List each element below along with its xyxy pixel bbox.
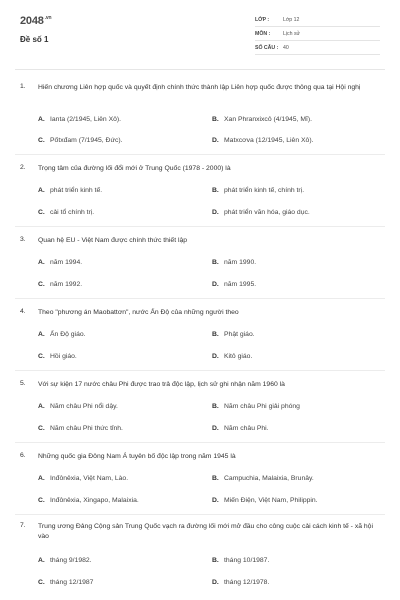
header-divider: [15, 69, 385, 70]
option-text: Inđônêxia, Xingapo, Malaixia.: [50, 497, 139, 504]
option-c[interactable]: [38, 497, 139, 504]
option-label: A.: [38, 403, 45, 410]
option-text: năm 1994.: [50, 259, 83, 266]
option-d[interactable]: [212, 281, 256, 288]
option-text: Ianta (2/1945, Liên Xô).: [50, 116, 122, 123]
option-text: tháng 12/1978.: [224, 579, 270, 586]
question-stem: Theo "phương án Maobattơn", nước Ấn Độ của những người theo: [38, 309, 239, 316]
option-label: C.: [38, 209, 45, 216]
option-label: B.: [212, 403, 219, 410]
exam-title: Đề số 1: [20, 35, 49, 44]
option-a[interactable]: [38, 259, 82, 266]
question-number: 6.: [20, 452, 26, 459]
option-label: D.: [212, 425, 219, 432]
option-b[interactable]: [212, 187, 304, 194]
option-label: C.: [38, 579, 45, 586]
option-text: Campuchia, Malaixia, Brunây.: [224, 475, 314, 482]
option-text: Pốtxđam (7/1945, Đức).: [50, 137, 123, 144]
meta-value: Lớp 12: [283, 17, 300, 23]
option-a[interactable]: [38, 187, 102, 194]
option-label: B.: [212, 475, 219, 482]
option-label: C.: [38, 281, 45, 288]
option-text: Xan Phranxixcô (4/1945, Mĩ).: [224, 116, 313, 123]
option-d[interactable]: [212, 353, 252, 360]
option-label: A.: [38, 259, 45, 266]
option-c[interactable]: [38, 137, 123, 144]
option-label: B.: [212, 331, 219, 338]
option-a[interactable]: [38, 403, 118, 410]
option-a[interactable]: [38, 475, 128, 482]
option-label: B.: [212, 259, 219, 266]
option-text: Năm châu Phi giải phóng: [224, 403, 300, 410]
meta-row-count: [255, 42, 380, 55]
option-label: C.: [38, 353, 45, 360]
option-text: năm 1992.: [50, 281, 83, 288]
option-text: Năm châu Phi thức tỉnh.: [50, 425, 123, 432]
question-number: 5.: [20, 380, 26, 387]
question-number: 7.: [20, 522, 26, 529]
option-label: C.: [38, 137, 45, 144]
question-divider: [15, 154, 385, 155]
option-label: A.: [38, 187, 45, 194]
meta-value: Lịch sử: [283, 31, 301, 37]
option-label: D.: [212, 497, 219, 504]
option-b[interactable]: [212, 116, 312, 123]
option-text: Matxcơva (12/1945, Liên Xô).: [224, 137, 314, 144]
option-text: Năm châu Phi.: [224, 425, 269, 432]
meta-row-subject: [255, 28, 380, 41]
option-text: Kitô giáo.: [224, 353, 253, 360]
option-text: Phật giáo.: [224, 331, 255, 338]
meta-key: LỚP :: [255, 17, 270, 23]
option-text: Inđônêxia, Việt Nam, Lào.: [50, 475, 129, 482]
logo-tld: .vn: [44, 15, 52, 22]
option-c[interactable]: [38, 425, 123, 432]
question-stem: Hiến chương Liên hợp quốc và quyết định chính thức thành lập Liên hợp quốc được thông qua tại Hội nghị: [38, 84, 361, 91]
option-d[interactable]: [212, 425, 269, 432]
option-b[interactable]: [212, 557, 269, 564]
option-text: Hồi giáo.: [50, 353, 77, 360]
option-text: năm 1995.: [224, 281, 257, 288]
question-stem: Quan hệ EU - Việt Nam được chính thức thiết lập: [38, 237, 188, 244]
option-label: C.: [38, 425, 45, 432]
option-label: B.: [212, 187, 219, 194]
option-b[interactable]: [212, 259, 256, 266]
question-number: 2.: [20, 164, 26, 171]
option-a[interactable]: [38, 331, 86, 338]
meta-key: MÔN :: [255, 31, 271, 37]
option-d[interactable]: [212, 209, 310, 216]
option-b[interactable]: [212, 475, 314, 482]
option-label: A.: [38, 475, 45, 482]
option-label: A.: [38, 557, 45, 564]
option-text: cải tổ chính trị.: [50, 209, 95, 216]
option-text: tháng 12/1987: [50, 579, 94, 586]
logo-text: 2048: [20, 15, 44, 27]
question-divider: [15, 370, 385, 371]
option-text: phát triển kinh tế.: [50, 187, 103, 194]
option-d[interactable]: [212, 497, 318, 504]
option-text: Ấn Độ giáo.: [50, 331, 86, 338]
header: [0, 0, 400, 72]
option-text: năm 1990.: [224, 259, 257, 266]
question-number: 3.: [20, 236, 26, 243]
option-c[interactable]: [38, 353, 77, 360]
option-label: C.: [38, 497, 45, 504]
option-c[interactable]: [38, 209, 94, 216]
option-d[interactable]: [212, 579, 269, 586]
option-label: D.: [212, 281, 219, 288]
option-label: A.: [38, 116, 45, 123]
option-text: phát triển kinh tế, chính trị.: [224, 187, 305, 194]
option-label: D.: [212, 579, 219, 586]
question-divider: [15, 442, 385, 443]
question-stem: Trung ương Đảng Cộng sản Trung Quốc vạch ra đường lối mới mở đầu cho công cuộc cải cách kinh tế - xã hội vào: [38, 523, 373, 540]
question-number: 4.: [20, 308, 26, 315]
option-a[interactable]: [38, 116, 121, 123]
meta-row-class: [255, 14, 380, 27]
meta-value: 40: [283, 45, 289, 51]
question-divider: [15, 514, 385, 515]
question-divider: [15, 226, 385, 227]
option-text: tháng 9/1982.: [50, 557, 92, 564]
option-d[interactable]: [212, 137, 313, 144]
option-label: D.: [212, 209, 219, 216]
option-b[interactable]: [212, 403, 300, 410]
question-number: 1.: [20, 83, 26, 90]
option-text: Năm châu Phi nổi dậy.: [50, 403, 118, 410]
option-label: D.: [212, 137, 219, 144]
site-logo[interactable]: [20, 15, 51, 27]
option-a[interactable]: [38, 557, 92, 564]
question-stem: Với sự kiện 17 nước châu Phi được trao trả độc lập, lịch sử ghi nhận năm 1960 là: [38, 381, 285, 388]
question-stem: Những quốc gia Đông Nam Á tuyên bố độc lập trong năm 1945 là: [38, 453, 236, 460]
option-c[interactable]: [38, 579, 93, 586]
option-b[interactable]: [212, 331, 255, 338]
meta-key: SỐ CÂU :: [255, 45, 279, 51]
option-text: Miến Điện, Việt Nam, Philippin.: [224, 497, 318, 504]
option-label: B.: [212, 557, 219, 564]
option-label: B.: [212, 116, 219, 123]
option-label: A.: [38, 331, 45, 338]
question-stem: Trọng tâm của đường lối đổi mới ở Trung Quốc (1978 - 2000) là: [38, 165, 231, 172]
option-c[interactable]: [38, 281, 82, 288]
option-text: phát triển văn hóa, giáo dục.: [224, 209, 310, 216]
option-text: tháng 10/1987.: [224, 557, 270, 564]
option-label: D.: [212, 353, 219, 360]
question-divider: [15, 298, 385, 299]
